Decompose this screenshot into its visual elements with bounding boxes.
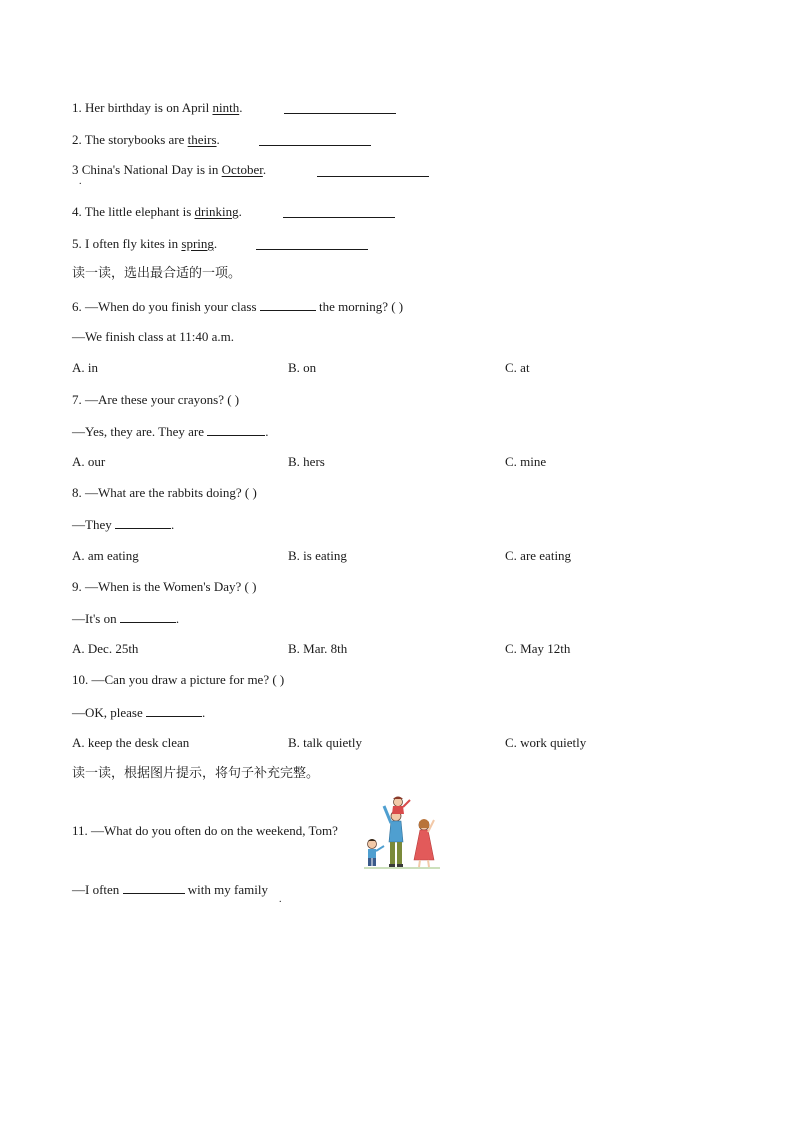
q11-answer: —I often with my family <box>72 882 268 897</box>
blank[interactable] <box>260 298 316 311</box>
item-5: 5. I often fly kites in spring. <box>72 236 218 251</box>
answer-line-3[interactable] <box>317 176 429 177</box>
q10-answer: —OK, please . <box>72 705 206 720</box>
q9-option-b[interactable]: B. Mar. 8th <box>288 641 348 656</box>
underlined-word: theirs <box>187 132 217 147</box>
item-2: 2. The storybooks are theirs. <box>72 132 220 147</box>
answer-line-2[interactable] <box>259 145 371 146</box>
q6-option-a[interactable]: A. in <box>72 360 98 375</box>
q9-question: 9. —When is the Women's Day? ( ) <box>72 579 257 594</box>
underlined-word: ninth <box>212 100 240 115</box>
q10-option-a[interactable]: A. keep the desk clean <box>72 735 190 750</box>
underlined-word: drinking <box>194 204 239 219</box>
q9-option-c[interactable]: C. May 12th <box>505 641 571 656</box>
q7-answer: —Yes, they are. They are . <box>72 424 269 439</box>
family-illustration <box>362 794 442 870</box>
q6-option-c[interactable]: C. at <box>505 360 530 375</box>
q7-option-c[interactable]: C. mine <box>505 454 547 469</box>
q6-question: 6. —When do you finish your class the morning? ( ) <box>72 299 404 314</box>
q9-option-a[interactable]: A. Dec. 25th <box>72 641 139 656</box>
answer-line-1[interactable] <box>284 113 396 114</box>
q7-option-b[interactable]: B. hers <box>288 454 325 469</box>
section-title-choice: 读一读，选出最合适的一项。 <box>72 266 242 281</box>
q7-option-a[interactable]: A. our <box>72 454 106 469</box>
blank[interactable] <box>146 704 202 717</box>
q7-question: 7. —Are these your crayons? ( ) <box>72 392 240 407</box>
underlined-word: spring <box>181 236 214 251</box>
blank[interactable] <box>123 881 185 894</box>
stray-dot: . <box>279 894 282 905</box>
answer-line-5[interactable] <box>256 249 368 250</box>
item-3: 3 China's National Day is in October. <box>72 162 267 177</box>
q10-question: 10. —Can you draw a picture for me? ( ) <box>72 672 285 687</box>
underlined-word: October <box>221 162 263 177</box>
item-1: 1. Her birthday is on April ninth. <box>72 100 243 115</box>
q10-option-b[interactable]: B. talk quietly <box>288 735 363 750</box>
q8-answer: —They . <box>72 517 175 532</box>
section-title-complete: 读一读，根据图片提示，将句子补充完整。 <box>72 766 320 781</box>
q8-option-b[interactable]: B. is eating <box>288 548 347 563</box>
q8-option-a[interactable]: A. am eating <box>72 548 139 563</box>
q6-answer: —We finish class at 11:40 a.m. <box>72 329 235 344</box>
q11-question: 11. —What do you often do on the weekend, Tom? <box>72 823 338 838</box>
q8-question: 8. —What are the rabbits doing? ( ) <box>72 485 257 500</box>
q8-option-c[interactable]: C. are eating <box>505 548 572 563</box>
answer-line-4[interactable] <box>283 217 395 218</box>
blank[interactable] <box>207 423 265 436</box>
q9-answer: —It's on . <box>72 611 180 626</box>
q6-option-b[interactable]: B. on <box>288 360 317 375</box>
blank[interactable] <box>115 516 171 529</box>
blank[interactable] <box>120 610 176 623</box>
item-4: 4. The little elephant is drinking. <box>72 204 242 219</box>
stray-dot: . <box>79 176 82 187</box>
q10-option-c[interactable]: C. work quietly <box>505 735 587 750</box>
